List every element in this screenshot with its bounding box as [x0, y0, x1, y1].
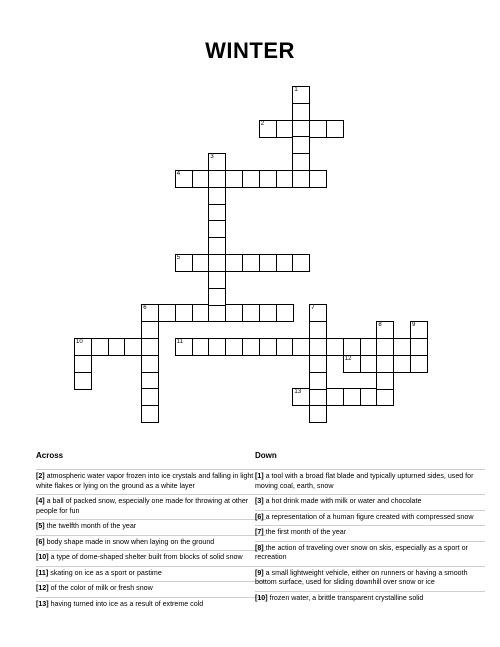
grid-cell[interactable] [309, 405, 327, 423]
down-clue [255, 541, 485, 566]
grid-cell[interactable] [276, 120, 294, 138]
grid-cell[interactable] [259, 338, 277, 356]
grid-cell[interactable] [393, 338, 411, 356]
across-clue [36, 535, 266, 551]
clue-text: a ball of packed snow, especially one made for throwing at other people for fun [36, 497, 249, 515]
grid-cell[interactable] [141, 355, 159, 373]
clue-text: a hot drink made with milk or water and chocolate [263, 497, 422, 505]
across-clue [36, 469, 266, 494]
down-clue [255, 525, 485, 541]
clue-number: [9] [255, 568, 264, 577]
grid-cell[interactable] [208, 254, 226, 272]
clue-number: 5 [176, 255, 181, 261]
clue-text: the action of traveling over snow on skis, especially as a sport or recreation [255, 543, 468, 561]
clue-number: 8 [378, 322, 382, 329]
grid-cell[interactable] [141, 388, 159, 406]
grid-cell[interactable] [309, 321, 327, 339]
grid-cell[interactable] [225, 338, 243, 356]
clue-number: [8] [255, 543, 264, 552]
grid-cell[interactable] [259, 304, 277, 322]
clue-number: [6] [36, 537, 45, 546]
grid-cell[interactable] [208, 170, 226, 188]
across-clue [36, 566, 266, 582]
down-clues [255, 451, 485, 606]
grid-cell[interactable] [192, 304, 210, 322]
grid-cell[interactable] [326, 388, 344, 406]
clue-number: [6] [255, 512, 264, 521]
grid-cell[interactable] [225, 170, 243, 188]
grid-cell[interactable] [208, 338, 226, 356]
grid-cell[interactable] [326, 120, 344, 138]
grid-cell[interactable] [108, 338, 126, 356]
grid-cell[interactable] [192, 338, 210, 356]
clue-number: [5] [36, 522, 45, 530]
down-clue [255, 494, 485, 510]
clue-text: atmospheric water vapor frozen into ice crystals and falling in light white flakes or lying on the ground as a white layer [36, 472, 254, 490]
clue-text: the twelfth month of the year [44, 522, 137, 530]
grid-cell[interactable] [376, 355, 394, 373]
grid-cell[interactable] [192, 254, 210, 272]
grid-cell[interactable] [276, 170, 294, 188]
across-heading: Across [36, 451, 64, 460]
grid-cell[interactable] [292, 254, 310, 272]
grid-cell[interactable] [360, 355, 378, 373]
grid-cell[interactable] [309, 338, 327, 356]
down-heading: Down [255, 451, 277, 460]
clue-text: having turned into ice as a result of extreme cold [48, 599, 204, 608]
across-clue [36, 550, 266, 566]
grid-cell[interactable] [242, 170, 260, 188]
grid-cell[interactable] [343, 338, 361, 356]
grid-cell[interactable] [276, 304, 294, 322]
grid-cell[interactable] [276, 338, 294, 356]
clue-text: a representation of a human figure created with compressed snow [263, 512, 474, 521]
grid-cell[interactable] [242, 254, 260, 272]
clue-number: 12 [344, 355, 352, 362]
clue-number: [10] [255, 593, 268, 602]
page-title: WINTER [205, 38, 295, 63]
grid-cell[interactable] [309, 170, 327, 188]
clue-number: [13] [36, 599, 49, 608]
grid-cell[interactable] [376, 372, 394, 390]
grid-cell[interactable] [225, 254, 243, 272]
clue-number: 6 [143, 305, 147, 312]
across-clue [36, 519, 266, 535]
clue-text: skating on ice as a sport or pastime [48, 568, 162, 577]
clue-number: [12] [36, 584, 49, 592]
grid-cell[interactable] [360, 338, 378, 356]
clue-number: 2 [260, 120, 265, 127]
clue-number: 13 [294, 389, 302, 396]
clue-text: a type of dome-shaped shelter built from blocks of solid snow [48, 553, 243, 561]
grid-cell[interactable] [91, 338, 109, 356]
grid-cell[interactable] [208, 187, 226, 205]
down-clue [255, 510, 485, 526]
grid-cell[interactable] [259, 170, 277, 188]
grid-cell[interactable] [292, 103, 310, 121]
clue-number: [7] [255, 528, 264, 536]
grid-cell[interactable] [141, 405, 159, 423]
across-clue [36, 597, 266, 613]
grid-cell[interactable] [141, 321, 159, 339]
grid-cell[interactable] [343, 388, 361, 406]
down-clue [255, 469, 485, 494]
across-clue [36, 581, 266, 597]
grid-cell[interactable] [242, 304, 260, 322]
grid-cell[interactable] [141, 372, 159, 390]
clue-number: 11 [176, 339, 184, 345]
grid-cell[interactable] [242, 338, 260, 356]
across-clue [36, 494, 266, 519]
clue-number: [2] [36, 472, 45, 480]
grid-cell[interactable] [410, 338, 428, 356]
across-clues [36, 451, 266, 612]
clue-text: a tool with a broad flat blade and typically upturned sides, used for moving coal, earth, snow [255, 472, 474, 490]
grid-cell[interactable] [259, 254, 277, 272]
grid-cell[interactable] [292, 338, 310, 356]
down-clue [255, 566, 485, 591]
grid-cell[interactable] [124, 338, 142, 356]
grid-cell[interactable] [309, 372, 327, 390]
clue-text: frozen water, a brittle transparent crystalline solid [267, 593, 424, 602]
down-clue [255, 591, 485, 607]
clue-text: of the color of milk or fresh snow [48, 584, 153, 592]
grid-cell[interactable] [292, 170, 310, 188]
clue-number: 7 [311, 305, 315, 312]
clue-number: 3 [210, 154, 214, 161]
clue-number: [4] [36, 497, 45, 505]
grid-cell[interactable] [326, 338, 344, 356]
grid-cell[interactable] [410, 355, 428, 373]
clue-number: [3] [255, 497, 264, 505]
grid-cell[interactable] [192, 170, 210, 188]
grid-cell[interactable] [208, 271, 226, 289]
clue-number: 9 [412, 322, 416, 329]
grid-cell[interactable] [208, 237, 226, 255]
grid-cell[interactable] [74, 355, 92, 373]
grid-cell[interactable] [141, 338, 159, 356]
grid-cell[interactable] [276, 254, 294, 272]
clue-number: [1] [255, 472, 264, 480]
grid-cell[interactable] [292, 153, 310, 171]
grid-cell[interactable] [393, 355, 411, 373]
clue-text: a small lightweight vehicle, either on runners or having a smooth bottom surface, used for sliding downhill over snow or ice [255, 568, 468, 586]
clue-number: [10] [36, 553, 49, 561]
grid-cell[interactable] [309, 355, 327, 373]
grid-cell[interactable] [74, 372, 92, 390]
grid-cell[interactable] [292, 136, 310, 154]
grid-cell[interactable] [208, 304, 226, 322]
grid-cell[interactable] [208, 220, 226, 238]
grid-cell[interactable] [208, 204, 226, 222]
grid-cell[interactable] [376, 388, 394, 406]
grid-cell[interactable] [309, 120, 327, 138]
grid-cell[interactable] [309, 388, 327, 406]
clue-number: 1 [294, 87, 298, 93]
clue-number: 10 [76, 339, 83, 345]
grid-cell[interactable] [225, 304, 243, 322]
grid-cell[interactable] [376, 338, 394, 356]
grid-cell[interactable] [292, 120, 310, 138]
grid-cell[interactable] [208, 288, 226, 306]
clue-number: 4 [176, 171, 181, 177]
clue-number: [11] [36, 568, 49, 577]
clue-text: the first month of the year [263, 528, 347, 536]
grid-cell[interactable] [175, 304, 193, 322]
grid-cell[interactable] [158, 304, 176, 322]
clue-text: body shape made in snow when laying on the ground [44, 537, 215, 546]
grid-cell[interactable] [360, 388, 378, 406]
